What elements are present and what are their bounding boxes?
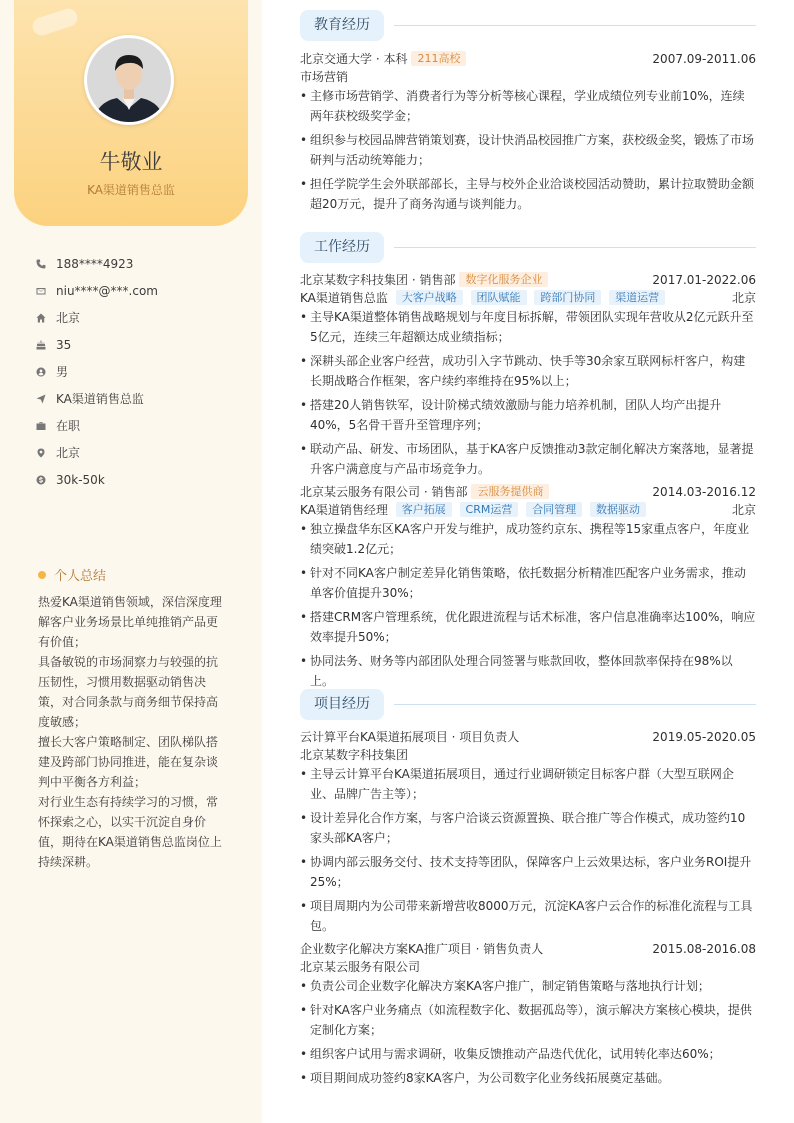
section-divider <box>394 25 756 26</box>
section-heading: 教育经历 <box>300 10 384 41</box>
list-item: • 协同法务、财务等内部团队处理合同签署与账款回收，整体回款率保持在98%以上。 <box>300 651 756 691</box>
section-divider <box>394 247 756 248</box>
education-period: 2007.09-2011.06 <box>652 52 756 66</box>
industry-tag: 云服务提供商 <box>471 484 549 499</box>
skill-tag: 大客户战略 <box>396 290 463 305</box>
project-bullets <box>300 976 756 1092</box>
education-bullets <box>300 86 756 218</box>
job-role-row <box>300 289 756 307</box>
school-tag: 211高校 <box>411 51 466 66</box>
project-org: 北京某云服务有限公司 <box>300 960 421 974</box>
mail-icon <box>36 286 56 296</box>
list-item: • 设计差异化合作方案，与客户洽谈云资源置换、联合推广等合作模式，成功签约10家头部KA客户； <box>300 808 756 848</box>
gender-icon <box>36 367 56 377</box>
list-item: • 组织客户试用与需求调研，收集反馈推动产品迭代优化，试用转化率达60%； <box>300 1044 756 1064</box>
skill-tag: 合同管理 <box>526 502 582 517</box>
location-pin-icon <box>36 448 56 458</box>
education-header <box>300 50 756 68</box>
job-title: KA渠道销售总监 <box>87 183 175 197</box>
info-age <box>36 331 246 358</box>
contact-info-list <box>36 250 246 493</box>
skill-tag: CRM运营 <box>460 502 519 517</box>
list-item: • 项目期间成功签约8家KA客户，为公司数字化业务线拓展奠定基础。 <box>300 1068 756 1088</box>
project-period: 2015.08-2016.08 <box>652 942 756 956</box>
list-item: • 协调内部云服务交付、技术支持等团队，保障客户上云效果达标，客户业务ROI提升25%； <box>300 852 756 892</box>
residence-text: 北京 <box>56 311 81 325</box>
list-item: • 针对KA客户业务痛点（如流程数字化、数据孤岛等），演示解决方案核心模块，提供定制化方案； <box>300 1000 756 1040</box>
briefcase-icon <box>36 421 56 431</box>
phone-text: 188****4923 <box>56 256 134 271</box>
job-city: 北京 <box>731 291 756 305</box>
summary-text <box>38 592 224 872</box>
education-major: 市场营销 <box>300 70 349 84</box>
skill-tag: 团队赋能 <box>471 290 527 305</box>
status-text: 在职 <box>56 419 81 433</box>
list-item: • 深耕头部企业客户经营，成功引入字节跳动、快手等30余家互联网标杆客户，构建长期战略合作框架，客户续约率维持在95%以上； <box>300 351 756 391</box>
job-role: KA渠道销售总监 <box>300 291 388 305</box>
summary-paragraph: 具备敏锐的市场洞察力与较强的抗压韧性，习惯用数据驱动销售决策，对合同条款与商务细节保持高度敏感； <box>38 655 219 729</box>
project-header <box>300 728 756 746</box>
job-header <box>300 271 756 289</box>
home-icon <box>36 313 56 323</box>
section-projects <box>300 689 756 720</box>
skill-tag: 跨部门协同 <box>534 290 601 305</box>
email-text: niu****@***.com <box>56 283 158 298</box>
gender-text: 男 <box>56 365 69 379</box>
project-org: 北京某数字科技集团 <box>300 748 409 762</box>
list-item: • 负责公司企业数字化解决方案KA客户推广，制定销售策略与落地执行计划； <box>300 976 756 996</box>
salary-text: 30k-50k <box>56 472 105 487</box>
industry-tag: 数字化服务企业 <box>459 272 548 287</box>
info-salary <box>36 466 246 493</box>
job-period: 2017.01-2022.06 <box>652 273 756 287</box>
list-item: • 搭建CRM客户管理系统，优化跟进流程与话术标准，客户信息准确率达100%，响应效率提升50%； <box>300 607 756 647</box>
section-heading: 工作经历 <box>300 232 384 263</box>
project-period: 2019.05-2020.05 <box>652 730 756 744</box>
info-target-city <box>36 439 246 466</box>
list-item: • 主导云计算平台KA渠道拓展项目，通过行业调研锁定目标客户群（大型互联网企业、品牌广告主等）； <box>300 764 756 804</box>
company-name: 北京某数字科技集团 · 销售部 <box>300 273 456 287</box>
avatar <box>84 35 174 125</box>
info-email <box>36 277 246 304</box>
section-work <box>300 232 756 263</box>
list-item: • 独立操盘华东区KA客户开发与维护，成功签约京东、携程等15家重点客户，年度业绩突破1.2亿元； <box>300 519 756 559</box>
person-name: 牛敬业 <box>99 150 163 174</box>
sidebar <box>0 0 262 1123</box>
info-phone <box>36 250 246 277</box>
list-item: • 针对不同KA客户制定差异化销售策略，依托数据分析精准匹配客户业务需求，推动单客价值提升30%； <box>300 563 756 603</box>
job-city: 北京 <box>731 503 756 517</box>
cake-icon <box>36 340 56 350</box>
list-item: • 主导KA渠道整体销售战略规划与年度目标拆解，带领团队实现年营收从2亿元跃升至5亿元，连续三年超额达成业绩指标； <box>300 307 756 347</box>
target-city-text: 北京 <box>56 446 81 460</box>
list-item: • 担任学院学生会外联部部长，主导与校外企业洽谈校园活动赞助，累计拉取赞助金额超20万元，提升了商务沟通与谈判能力。 <box>300 174 756 214</box>
job-role: KA渠道销售经理 <box>300 503 388 517</box>
send-icon <box>36 394 56 404</box>
project-name: 云计算平台KA渠道拓展项目 · 项目负责人 <box>300 730 520 744</box>
skill-tag: 渠道运营 <box>609 290 665 305</box>
list-item: • 搭建20人销售铁军，设计阶梯式绩效激励与能力培养机制，团队人均产出提升40%，5名骨干晋升至管理序列； <box>300 395 756 435</box>
dot-icon <box>38 571 46 579</box>
school-name: 北京交通大学 · 本科 <box>300 52 408 66</box>
company-name: 北京某云服务有限公司 · 销售部 <box>300 485 468 499</box>
job-header <box>300 483 756 501</box>
list-item: • 组织参与校园品牌营销策划赛，设计快消品校园推广方案，获校级金奖，锻炼了市场研判与活动统筹能力； <box>300 130 756 170</box>
skill-tag: 数据驱动 <box>590 502 646 517</box>
list-item: • 联动产品、研发、市场团队，基于KA客户反馈推动3款定制化解决方案落地，显著提升客户满意度与产品市场竞争力。 <box>300 439 756 479</box>
info-status <box>36 412 246 439</box>
job-bullets <box>300 519 756 695</box>
job-role-row <box>300 501 756 519</box>
project-header <box>300 940 756 958</box>
avatar-photo <box>87 38 171 122</box>
summary-paragraph: 擅长大客户策略制定、团队梯队搭建及跨部门协同推进，能在复杂谈判中平衡各方利益； <box>38 735 219 789</box>
job-bullets <box>300 307 756 483</box>
section-heading: 项目经历 <box>300 689 384 720</box>
list-item: • 项目周期内为公司带来新增营收8000万元，沉淀KA客户云合作的标准化流程与工具包。 <box>300 896 756 936</box>
phone-icon <box>36 259 56 269</box>
salary-icon <box>36 475 56 485</box>
job-period: 2014.03-2016.12 <box>652 485 756 499</box>
skill-tag: 客户拓展 <box>396 502 452 517</box>
summary-heading <box>38 565 106 584</box>
info-gender <box>36 358 246 385</box>
section-divider <box>394 704 756 705</box>
info-residence <box>36 304 246 331</box>
summary-paragraph: 热爱KA渠道销售领域，深信深度理解客户业务场景比单纯推销产品更有价值； <box>38 595 222 649</box>
project-name: 企业数字化解决方案KA推广项目 · 销售负责人 <box>300 942 544 956</box>
info-target-position <box>36 385 246 412</box>
list-item: • 主修市场营销学、消费者行为等分析等核心课程，学业成绩位列专业前10%，连续两年获校级奖学金； <box>300 86 756 126</box>
age-text: 35 <box>56 337 72 352</box>
summary-heading-label: 个人总结 <box>54 569 107 584</box>
section-education <box>300 10 756 41</box>
target-position-text: KA渠道销售总监 <box>56 392 144 406</box>
project-bullets <box>300 764 756 940</box>
summary-paragraph: 对行业生态有持续学习的习惯，常怀探索之心，以实干沉淀自身价值，期待在KA渠道销售总监岗位上持续深耕。 <box>38 795 222 869</box>
